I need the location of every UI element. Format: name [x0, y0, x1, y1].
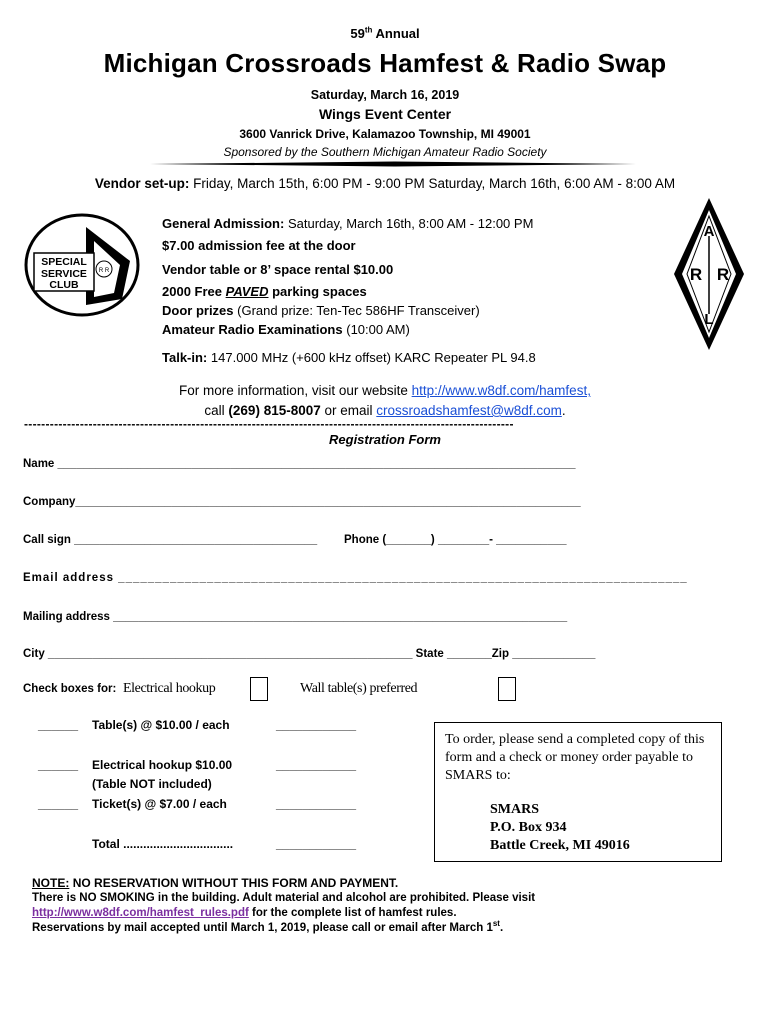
callsign-field[interactable]: Call sign ______________________________________: [23, 534, 318, 546]
exams-text: (10:00 AM): [346, 322, 410, 337]
registration-form-title: Registration Form: [329, 432, 441, 447]
website-link[interactable]: http://www.w8df.com/hamfest,: [411, 383, 591, 398]
door-prizes-text: (Grand prize: Ten-Tec 586HF Transceiver): [237, 303, 480, 318]
exams: [162, 320, 410, 339]
mail-address-line-3: Battle Creek, MI 49016: [490, 838, 630, 853]
or-email-word: or email: [324, 403, 373, 418]
tickets-label: Ticket(s) @ $7.00 / each: [92, 797, 227, 811]
mailing-address-field[interactable]: Mailing address _______________________________________________________________________: [23, 611, 568, 623]
vendor-table: Vendor table or 8’ space rental $10.00: [162, 262, 394, 277]
mail-order-box: [434, 722, 722, 862]
check-boxes-label: Check boxes for:: [23, 683, 117, 695]
name-field[interactable]: Name _________________________________________________________________________________: [23, 458, 576, 470]
more-info-line: [0, 383, 770, 398]
vendor-setup: [0, 176, 770, 191]
parking-pre: 2000 Free: [162, 284, 222, 299]
vendor-setup-label: Vendor set-up:: [94, 176, 190, 191]
electrical-hookup-checkbox[interactable]: [250, 677, 268, 701]
electrical-hookup-label: Electrical hookup: [123, 681, 216, 696]
company-field[interactable]: Company_______________________________________________________________________________: [23, 496, 581, 508]
rules-text: for the complete list of hamfest rules.: [252, 907, 457, 919]
note-text: NO RESERVATION WITHOUT THIS FORM AND PAYMENT.: [72, 876, 399, 890]
vendor-setup-text: Friday, March 15th, 6:00 PM - 9:00 PM Saturday, March 16th, 6:00 AM - 8:00 AM: [193, 176, 676, 191]
mail-address-line-2: P.O. Box 934: [490, 820, 567, 835]
phone-field[interactable]: Phone (_______) ________- ___________: [344, 534, 567, 546]
tickets-total-blank[interactable]: ____________: [276, 797, 357, 811]
electrical-total-blank[interactable]: ____________: [276, 758, 357, 772]
tables-qty-blank[interactable]: ______: [38, 718, 79, 732]
mail-address-block: [445, 801, 711, 855]
annual-number: 59: [350, 26, 365, 41]
more-info-text: For more information, visit our website: [179, 383, 408, 398]
phone-number: (269) 815-8007: [228, 403, 321, 418]
electrical-qty-blank[interactable]: ______: [38, 758, 79, 772]
tickets-qty-blank[interactable]: ______: [38, 797, 79, 811]
annual-line: [0, 26, 770, 41]
door-prizes: [162, 301, 480, 320]
parking-emphasis: PAVED: [225, 284, 269, 299]
talk-in-label: Talk-in:: [162, 350, 208, 365]
general-admission-label: General Admission:: [162, 216, 285, 231]
event-date: Saturday, March 16, 2019: [310, 88, 460, 102]
arrl-diamond-logo: [672, 196, 746, 352]
mail-order-instructions: To order, please send a completed copy of this form and a check or money order payable to SMARS to:: [445, 732, 705, 783]
talk-in-text: 147.000 MHz (+600 kHz offset) KARC Repeater PL 94.8: [210, 350, 536, 365]
wall-table-checkbox[interactable]: [498, 677, 516, 701]
wall-table-label: Wall table(s) preferred: [300, 681, 418, 696]
annual-suffix: th: [364, 25, 373, 35]
call-email-line: [0, 403, 770, 418]
logo-line-2: SERVICE: [41, 268, 87, 280]
special-service-club-logo: [24, 213, 140, 317]
reservations-line: [32, 919, 504, 934]
call-word: call: [204, 403, 225, 418]
door-prizes-label: Door prizes: [162, 303, 234, 318]
admission-fee: $7.00 admission fee at the door: [162, 238, 356, 253]
cut-line: ------------------------------------------------------------------------------------------------------------------: [24, 417, 514, 431]
parking: [162, 282, 367, 301]
electrical-label: Electrical hookup $10.00: [92, 758, 233, 772]
note-line: [32, 876, 398, 890]
contact-period: .: [561, 403, 566, 418]
arrl-letter-bottom: L: [704, 311, 714, 328]
electrical-note: (Table NOT included): [92, 777, 212, 791]
logo-line-3: CLUB: [49, 279, 79, 291]
page-title: Michigan Crossroads Hamfest & Radio Swap: [103, 48, 667, 78]
smoking-line: There is NO SMOKING in the building. Adult material and alcohol are prohibited. Please visit: [32, 892, 536, 904]
logo-line-1: SPECIAL: [41, 256, 87, 268]
annual-word: Annual: [375, 26, 420, 41]
parking-post: parking spaces: [272, 284, 367, 299]
tables-label: Table(s) @ $10.00 / each: [92, 718, 230, 732]
header-divider: [150, 160, 640, 168]
svg-text:R R: R R: [98, 268, 110, 274]
mail-address-line-1: SMARS: [490, 802, 540, 817]
reservations-text: Reservations by mail accepted until March 1, 2019, please call or email after March 1: [32, 922, 493, 934]
total-blank[interactable]: ____________: [276, 837, 357, 851]
email-link[interactable]: crossroadshamfest@w8df.com: [376, 403, 562, 418]
sponsor-line: Sponsored by the Southern Michigan Amateur Radio Society: [223, 145, 547, 159]
arrl-letter-top: A: [703, 223, 715, 240]
talk-in: [162, 348, 536, 367]
event-address: 3600 Vanrick Drive, Kalamazoo Township, MI 49001: [239, 127, 531, 141]
arrl-letter-left: R: [689, 265, 703, 284]
reservations-end: .: [499, 922, 504, 934]
city-state-zip-field[interactable]: City _________________________________________________________ State _______Zip _____________: [23, 648, 596, 660]
general-admission-text: Saturday, March 16th, 8:00 AM - 12:00 PM: [287, 216, 534, 231]
email-field[interactable]: Email address _____________________________________________________________________________: [23, 572, 688, 584]
total-label: Total .................................: [92, 837, 234, 851]
reservations-suffix: st: [492, 919, 500, 929]
note-label: NOTE:: [32, 876, 70, 890]
tables-total-blank[interactable]: ____________: [276, 718, 357, 732]
general-admission: [162, 214, 533, 233]
rules-line: [32, 907, 457, 919]
exams-label: Amateur Radio Examinations: [162, 322, 343, 337]
arrl-letter-right: R: [716, 265, 730, 284]
rules-link[interactable]: http://www.w8df.com/hamfest_rules.pdf: [32, 907, 249, 919]
event-venue: Wings Event Center: [318, 106, 452, 122]
